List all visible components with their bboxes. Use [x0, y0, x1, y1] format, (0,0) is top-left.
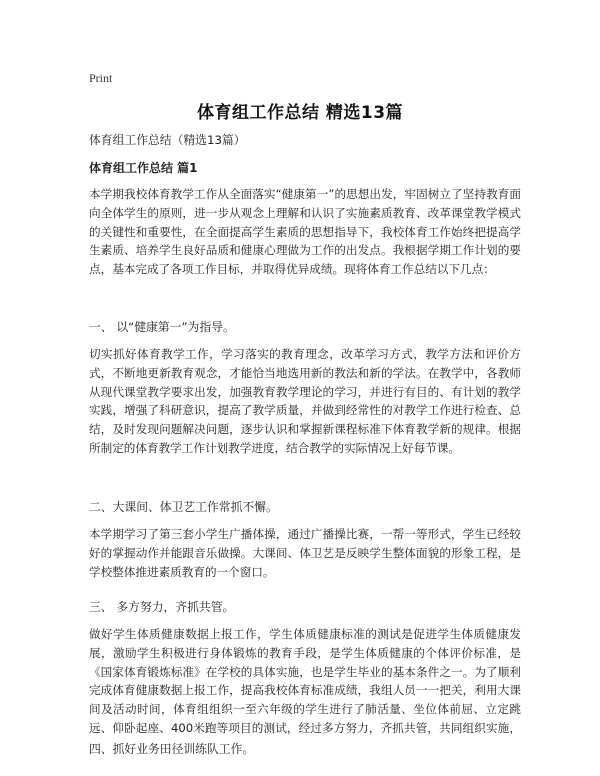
intro-paragraph: 本学期我校体育教学工作从全面落实“健康第一”的思想出发，牢固树立了坚持教育面向全体学生的原则，进一步从观念上理解和认识了实施素质教育、改革课堂教学模式的关键性和重要性，在全面提高学生素质的思想指导下，我校体育工作始终把提高学生素质、培养学生良好品质和健康心理做为工作的出发点。我根据学期工作计划的要点，基本完成了各项工作目标，并取得优异成绩。现将体育工作总结以下几点： — [89, 187, 521, 277]
paragraph-three: 做好学生体质健康数据上报工作，学生体质健康标准的测试是促进学生体质健康发展，激励学生积极进行身体锻炼的教育手段，是学生体质健康的个体评价标准，是《国家体育锻炼标准》在学校的具体实施，也是学生毕业的基本条件之一。为了顺利完成体育健康数据上报工作，提高我校体育标准成绩，我组人员一一把关，利用大课间及活动时间，体育组组织一至六年级的学生进行了肺活量、坐位体前屈、立定跳远、仰卧起座、400米跑等项目的测试，经过多方努力，齐抓共管，共同组织实施， — [89, 627, 521, 735]
paragraph-one: 切实抓好体育教学工作，学习落实的教育理念，改革学习方式，教学方法和评价方式，不断地更新教育观念，才能恰当地选用新的教法和新的学法。在教学中，各教师从现代课堂教学要求出发，加强教育教学理论的学习，并进行有目的、有计划的教学实践，增强了科研意识，提高了教学质量，并做到经常性的对教学工作进行检查、总结，及时发现问题解决问题，逐步认识和掌握新课程标准下体育教学新的规律。根据所制定的体育教学工作计划教学进度，结合教学的实际情况上好每节课。 — [89, 347, 521, 455]
heading-three: 三、 多方努力，齐抓共管。 — [89, 600, 235, 614]
heading-one: 一、 以“健康第一”为指导。 — [89, 320, 235, 334]
page-title: 体育组工作总结 精选13篇 — [196, 103, 404, 123]
print-label[interactable]: Print — [89, 71, 113, 85]
heading-two: 二、大课间、体卫艺工作常抓不懈。 — [89, 500, 278, 514]
heading-four: 四、抓好业务田径训练队工作。 — [89, 742, 255, 756]
section-heading: 体育组工作总结 篇1 — [89, 161, 198, 175]
document-subtitle: 体育组工作总结（精选13篇） — [89, 133, 246, 147]
paragraph-two: 本学期学习了第三套小学生广播体操，通过广播操比赛，一帮一等形式，学生已经较好的掌握动作并能跟音乐做操。大课间、体卫艺是反映学生整体面貌的形象工程，是学校整体推进素质教育的一个窗口。 — [89, 527, 521, 579]
